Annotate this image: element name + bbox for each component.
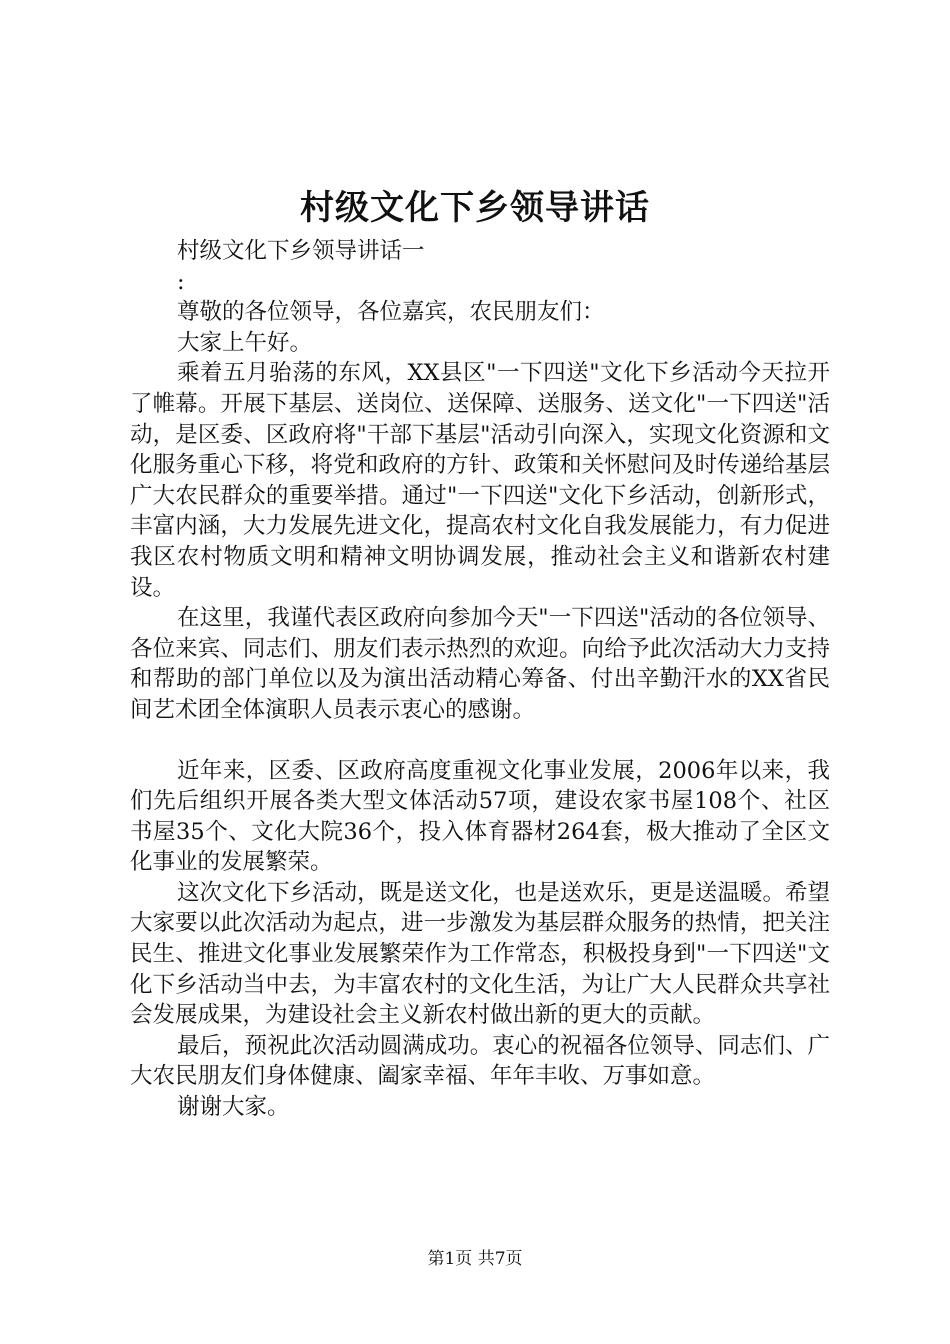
- greeting-line: 大家上午好。: [177, 329, 313, 356]
- document-subtitle: 村级文化下乡领导讲话一: [177, 238, 425, 264]
- paragraph-spacer: [130, 726, 830, 756]
- paragraph: 在这里，我谨代表区政府向参加今天"一下四送"活动的各位领导、各位来宾、同志们、朋友们表示热烈的欢迎。向给予此次活动大力支持和帮助的部门单位以及为演出活动精心筹备、付出辛勤汗水的XX省民间艺术团全体演职人员表示衷心的感谢。: [130, 605, 830, 723]
- paragraph: 这次文化下乡活动，既是送文化，也是送欢乐，更是送温暖。希望大家要以此次活动为起点，进一步激发为基层群众服务的热情，把关注民生、推进文化事业发展繁荣作为工作常态，积极投身到"一下四送"文化下乡活动当中去，为丰富农村的文化生活，为让广大人民群众共享社会发展成果，为建设社会主义新农村做出新的更大的贡献。: [130, 879, 830, 1029]
- paragraph: 最后，预祝此次活动圆满成功。衷心的祝福各位领导、同志们、广大农民朋友们身体健康、阖家幸福、年年丰收、万事如意。: [130, 1032, 830, 1090]
- salutation: 尊敬的各位领导，各位嘉宾，农民朋友们：: [177, 299, 605, 326]
- paragraph: 乘着五月骀荡的东风，XX县区"一下四送"文化下乡活动今天拉开了帷幕。开展下基层、送岗位、送保障、送服务、送文化"一下四送"活动，是区委、区政府将"干部下基层"活动引向深入，实现文化资源和文化服务重心下移，将党和政府的方针、政策和关怀慰问及时传递给基层广大农民群众的重要举措。通过"一下四送"文化下乡活动，创新形式，丰富内涵，大力发展先进文化，提高农村文化自我发展能力，有力促进我区农村物质文明和精神文明协调发展，推动社会主义和谐新农村建设。: [130, 360, 830, 601]
- document-body: [130, 236, 830, 1123]
- subtitle-colon: :: [177, 268, 185, 295]
- document-title: 村级文化下乡领导讲话: [300, 188, 650, 228]
- paragraph: 近年来，区委、区政府高度重视文化事业发展，2006年以来，我们先后组织开展各类大型文体活动57项，建设农家书屋108个、社区书屋35个、文化大院36个，投入体育器材264套，极大推动了全区文化事业的发展繁荣。: [130, 757, 830, 876]
- closing-line: 谢谢大家。: [177, 1094, 290, 1121]
- page-number: 第1页 共7页: [427, 1249, 523, 1269]
